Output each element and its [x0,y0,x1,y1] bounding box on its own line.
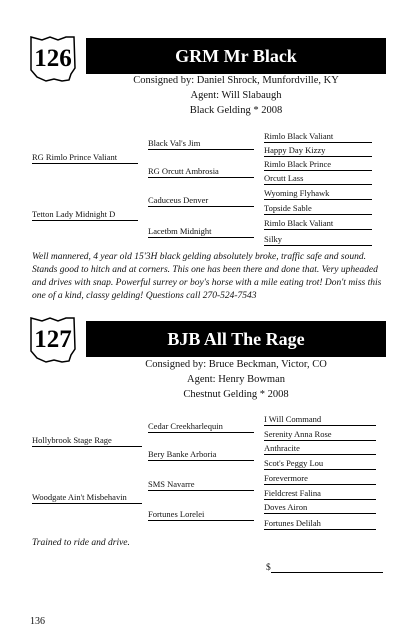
consignor: Consigned by: Bruce Beckman, Victor, CO [145,359,327,370]
agent: Agent: Henry Bowman [187,374,285,385]
price-prefix: $ [266,563,271,573]
pedigree-g3-1: I Will Command [264,414,376,426]
horse-details: Chestnut Gelding * 2008 [183,389,289,400]
ohio-state-badge [28,34,78,84]
horse-description: Trained to ride and drive. [32,538,130,548]
horse-name: BJB All The Rage [86,321,386,357]
pedigree-g3-3: Anthracite [264,443,376,455]
lot-number: 126 [34,45,72,72]
agent: Agent: Will Slabaugh [190,90,282,101]
pedigree-g3-8: Silky [264,234,372,246]
pedigree-g3-7: Rimlo Black Valiant [264,218,372,230]
pedigree-sire: RG Rimlo Prince Valiant [32,152,138,164]
ohio-state-badge [28,315,78,365]
pedigree-dam-dam: Fortunes Lorelei [148,509,254,521]
pedigree-g3-7: Doves Airon [264,502,376,514]
horse-details: Black Gelding * 2008 [189,105,283,116]
pedigree-g3-2: Serenity Anna Rose [264,429,376,441]
pedigree-g3-4: Orcutt Lass [264,173,372,185]
pedigree-g3-8: Fortunes Delilah [264,518,376,530]
consignor: Consigned by: Daniel Shrock, Munfordville, KY [133,75,339,86]
pedigree-g3-6: Fieldcrest Falina [264,488,376,500]
pedigree-dam: Woodgate Ain't Misbehavin [32,492,142,504]
pedigree-g3-6: Topside Sable [264,203,372,215]
horse-name: GRM Mr Black [86,38,386,74]
pedigree-dam-sire: Caduceus Denver [148,195,254,207]
pedigree-dam-sire: SMS Navarre [148,479,254,491]
pedigree-g3-1: Rimlo Black Valiant [264,131,372,143]
pedigree-g3-2: Happy Day Kizzy [264,145,372,157]
horse-description: Well mannered, 4 year old 15'3H black gelding absolutely broke, traffic safe and sound. Stands good to hitch and at corners. This one has been there and done that. Very upheaded and drives with snap. Powerful surrey or boy's horse with a mile eating trot! Don't miss this one of a kind, classy gelding! Questions call 270-524-7543 [32,252,382,301]
pedigree-g3-4: Scot's Peggy Lou [264,458,376,470]
pedigree-sire-dam: Bery Banke Arboria [148,449,254,461]
pedigree-sire-dam: RG Orcutt Ambrosia [148,166,254,178]
lot-number: 127 [34,326,72,353]
price-blank [271,562,383,573]
page-number: 136 [30,616,45,627]
pedigree-sire-sire: Black Val's Jim [148,138,254,150]
pedigree-sire: Hollybrook Stage Rage [32,435,142,447]
pedigree-g3-3: Rimlo Black Prince [264,159,372,171]
pedigree-dam: Tetton Lady Midnight D [32,209,138,221]
price-line [266,562,383,573]
pedigree-dam-dam: Lacetbm Midnight [148,226,254,238]
pedigree-sire-sire: Cedar Creekharlequin [148,421,254,433]
pedigree-g3-5: Forevermore [264,473,376,485]
pedigree-g3-5: Wyoming Flyhawk [264,188,372,200]
